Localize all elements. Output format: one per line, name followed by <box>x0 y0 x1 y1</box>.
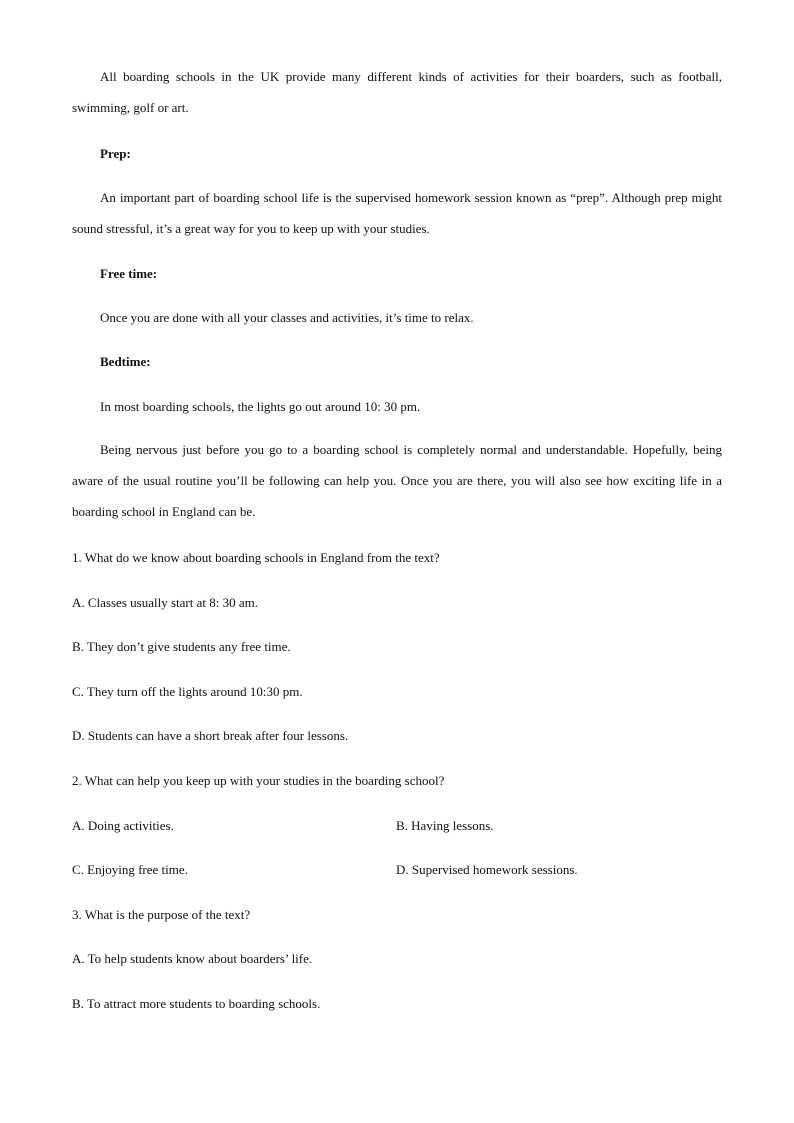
question-2-option-c: C. Enjoying free time. <box>72 862 188 877</box>
prep-paragraph: An important part of boarding school life is the supervised homework session known as “prep”. Although prep might sound stressful, it’s a great way for you to keep up with your studies. <box>72 190 722 236</box>
question-2-option-b: B. Having lessons. <box>396 818 494 833</box>
question-2-option-d: D. Supervised homework sessions. <box>396 862 578 877</box>
question-2-option-a: A. Doing activities. <box>72 818 174 833</box>
question-1-stem: 1. What do we know about boarding schools in England from the text? <box>72 550 440 565</box>
question-3-option-a: A. To help students know about boarders’ life. <box>72 951 313 966</box>
prep-heading: Prep: <box>100 146 131 161</box>
free-time-paragraph: Once you are done with all your classes and activities, it’s time to relax. <box>100 310 474 325</box>
question-1-option-d: D. Students can have a short break after four lessons. <box>72 728 349 743</box>
question-2-stem: 2. What can help you keep up with your studies in the boarding school? <box>72 773 445 788</box>
bedtime-heading: Bedtime: <box>100 354 151 369</box>
question-1-option-c: C. They turn off the lights around 10:30 pm. <box>72 684 303 699</box>
question-1-option-b: B. They don’t give students any free time. <box>72 639 291 654</box>
free-time-heading: Free time: <box>100 266 158 281</box>
bedtime-paragraph: In most boarding schools, the lights go out around 10: 30 pm. <box>100 399 421 414</box>
question-1-option-a: A. Classes usually start at 8: 30 am. <box>72 595 258 610</box>
question-3-stem: 3. What is the purpose of the text? <box>72 907 251 922</box>
closing-paragraph: Being nervous just before you go to a boarding school is completely normal and understandable. Hopefully, being aware of the usual routine you’ll be following can help you. Once you are there, you will also see how exciting life in a boarding school in England can be. <box>72 442 722 519</box>
activities-paragraph: All boarding schools in the UK provide many different kinds of activities for their boarders, such as football, swimming, golf or art. <box>72 69 722 115</box>
question-3-option-b: B. To attract more students to boarding schools. <box>72 996 321 1011</box>
